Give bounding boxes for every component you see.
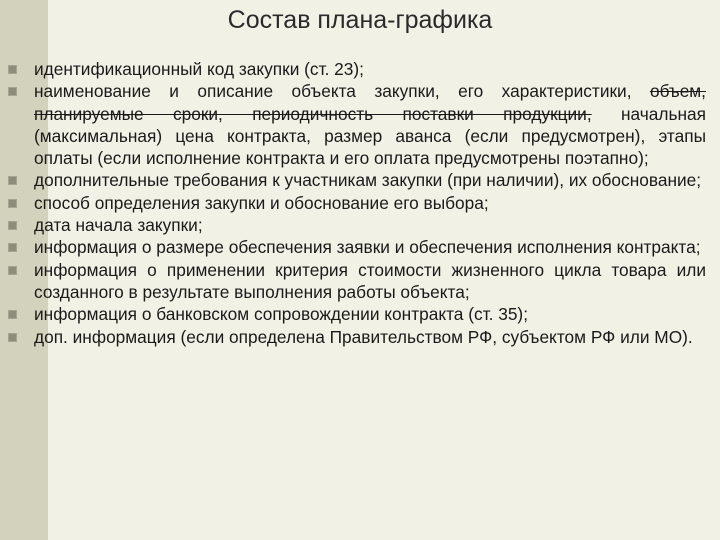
list-item [0, 58, 712, 80]
list-item-text: информация о банковском сопровождении контракта (ст. 35); [34, 304, 528, 325]
list-item-text: идентификационный код закупки (ст. 23); [34, 59, 364, 79]
struck-text: объем, планируемые сроки, периодичность поставки продукции, [34, 81, 706, 124]
list-item [0, 192, 712, 214]
square-bullet-icon [8, 266, 17, 275]
square-bullet-icon [8, 221, 17, 230]
square-bullet-icon [8, 176, 17, 185]
square-bullet-icon [8, 243, 17, 252]
list-item [0, 259, 712, 304]
list-item [0, 326, 712, 348]
list-item-text: дополнительные требования к участникам закупки (при наличии), их обоснование; [34, 170, 702, 191]
list-item-text: информация о размере обеспечения заявки и обеспечения исполнения контракта; [34, 237, 701, 258]
list-item [0, 214, 712, 236]
slide-title: Состав плана-графика [227, 6, 493, 34]
list-item [0, 303, 712, 325]
list-item [0, 80, 712, 169]
bullet-list [0, 58, 712, 348]
list-item-text: дата начала закупки; [34, 215, 203, 236]
list-item-text: информация о применении критерия стоимости жизненного цикла товара или созданного в результате выполнения работы объекта; [34, 259, 706, 302]
list-item [0, 236, 712, 258]
list-item-text: наименование и описание объекта закупки, его характеристики, [34, 81, 632, 102]
square-bullet-icon [8, 333, 17, 342]
list-item-text-continued: начальная (максимальная) цена контракта, размер аванса (если предусмотрен), этапы оплаты (если исполнение контракта и его оплата предусмотрены поэтапно); [34, 103, 706, 169]
square-bullet-icon [8, 87, 17, 96]
list-item [0, 169, 712, 191]
list-item-text: способ определения закупки и обоснование его выбора; [34, 192, 489, 213]
square-bullet-icon [8, 65, 17, 74]
list-item-text: доп. информация (если определена Правительством РФ, субъектом РФ или МО). [34, 326, 693, 347]
square-bullet-icon [8, 310, 17, 319]
square-bullet-icon [8, 199, 17, 208]
